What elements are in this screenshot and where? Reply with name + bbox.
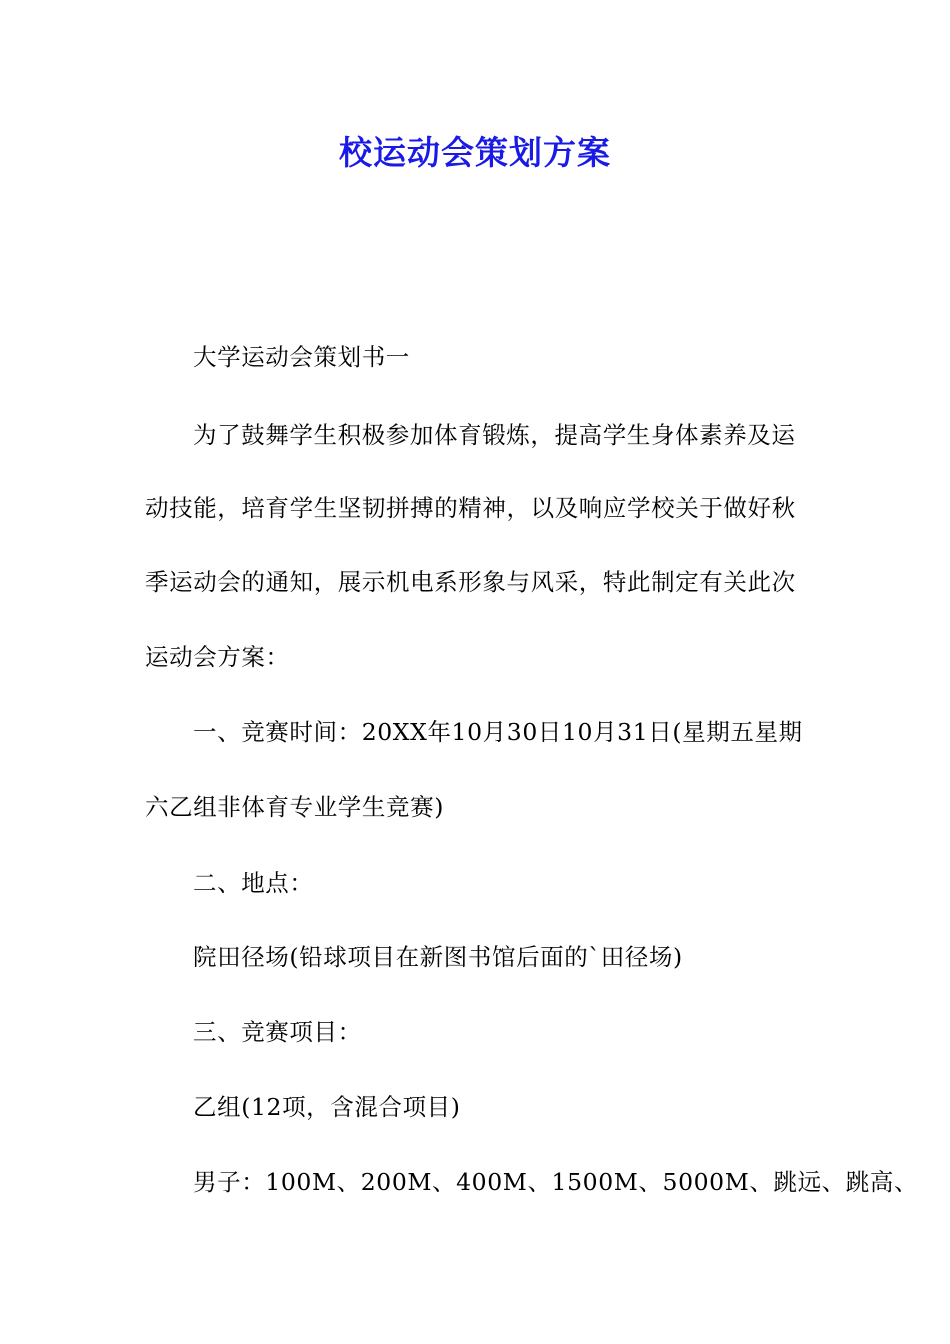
body-line: 运动会方案： [145, 643, 290, 671]
men-events-line: 男子：100M、200M、400M、1500M、5000M、跳远、跳高、 [193, 1168, 919, 1196]
competition-time-line: 一、竞赛时间：20XX年10月30日10月31日(星期五星期 [193, 718, 803, 746]
location-line: 院田径场(铅球项目在新图书馆后面的`田径场) [193, 943, 683, 971]
body-line: 动技能，培育学生坚韧拼搏的精神，以及响应学校关于做好秋 [145, 494, 796, 522]
location-heading: 二、地点： [193, 869, 314, 897]
body-line: 季运动会的通知，展示机电系形象与风采，特此制定有关此次 [145, 568, 796, 596]
body-line: 为了鼓舞学生积极参加体育锻炼，提高学生身体素养及运 [193, 421, 796, 449]
events-heading: 三、竞赛项目： [193, 1018, 362, 1046]
competition-time-line: 六乙组非体育专业学生竞赛) [145, 793, 444, 821]
group-line: 乙组(12项，含混合项目) [193, 1093, 461, 1121]
document-title: 校运动会策划方案 [339, 133, 611, 172]
section-heading: 大学运动会策划书一 [193, 343, 410, 371]
